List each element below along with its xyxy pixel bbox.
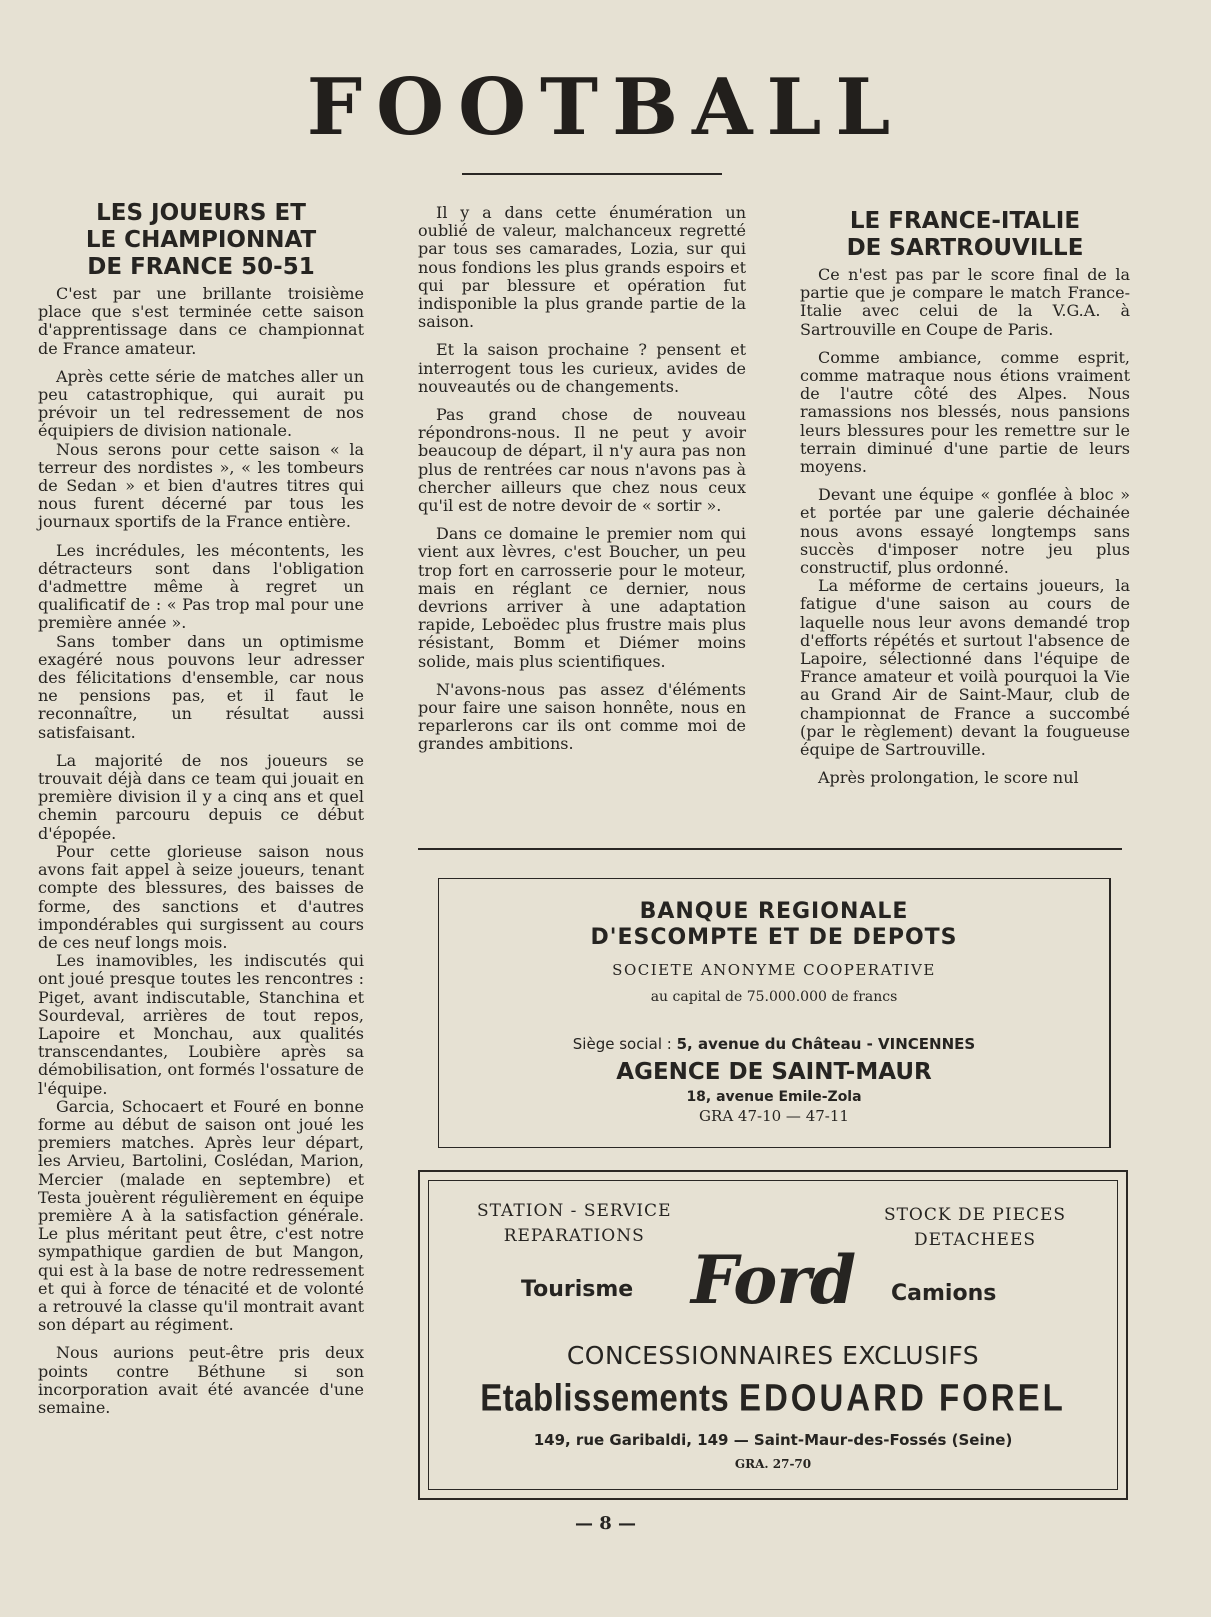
page-title: FOOTBALL [306,62,905,153]
heading-line: LE CHAMPIONNAT [85,227,317,253]
paragraph: Devant une équipe « gonflée à bloc » et portée par une galerie déchainée nous avons essayé longtemps sans succès d'imposer notre jeu plus constructif, plus ordonné. [800,485,1130,578]
page-number: — 8 — [574,1513,637,1534]
paragraph: Comme ambiance, comme esprit, comme matraque nous étions vraiment de l'autre côté des Alpes. Nous ramassions nos blessés, nous pansions leurs blessures pour les remettre sur le terrain diminué d'une partie de leurs moyens. [800,347,1130,477]
paragraph: C'est par une brillante troisième place que s'est terminée cette saison d'apprentissage dans ce championnat de France amateur. [38,284,364,358]
company-phone: GRA. 27-70 [734,1457,812,1471]
bank-legal-form: SOCIETE ANONYME COOPERATIVE [612,961,936,979]
stock-pieces-text [865,1203,1085,1253]
bank-advertisement [438,878,1111,1148]
heading-line: LE FRANCE-ITALIE [849,208,1081,234]
bank-capital: au capital de 75.000.000 de francs [650,989,898,1005]
heading-line: DE SARTROUVILLE [846,235,1084,261]
stock-line: STOCK DE PIECES [883,1205,1067,1225]
paragraph: Après cette série de matches aller un peu catastrophique, qui aurait pu prévoir un tel redressement de nos équipiers de division nationale. [38,366,364,441]
paragraph: Nous aurions peut-être pris deux points contre Béthune si son incorporation avait été avancée d'une semaine. [38,1343,364,1417]
paragraph: Nous serons pour cette saison « la terreur des nordistes », « les tombeurs de Sedan » et bien d'autres titres qui nous furent décerné par tous les journaux sportifs de la France entière. [38,439,364,532]
company-name-a: Etablissements [480,1376,730,1419]
paragraph: Après prolongation, le score nul [818,768,1079,788]
camions-label: Camions [891,1281,997,1306]
company-address: 149, rue Garibaldi, 149 — Saint-Maur-des-Fossés (Seine) [533,1431,1013,1449]
section-divider [418,848,1122,850]
station-service-text [477,1199,671,1249]
article-continuation [418,204,746,754]
heading-line: DE FRANCE 50-51 [87,254,315,280]
ford-ad-inner-frame [428,1180,1118,1490]
article-heading [38,200,364,281]
article-joueurs-championnat [38,198,364,1417]
company-name-b: EDOUARD FOREL [738,1376,1066,1419]
article-france-italie [800,206,1130,787]
paragraph: La majorité de nos joueurs se trouvait déjà dans ce team qui jouait en première division il y a cinq ans et quel chemin parcouru depuis ce début d'épopée. [38,750,364,843]
paragraph: Les inamovibles, les indiscutés qui ont joué presque toutes les rencontres : Piget, avant indiscutable, Stanchina et Sourdeval, arrières de tout repos, Lapoire et Monchau, aux qualités transcendantes, Loubière après sa démobilisation, ont formés l'ossature de l'équipe. [38,951,364,1098]
concession-label: CONCESSIONNAIRES EXCLUSIFS [566,1341,980,1370]
paragraph: La méforme de certains joueurs, la fatigue d'une saison au cours de laquelle nous leur avons demandé trop d'efforts répétés et surtout l'absence de Lapoire, sélectionné dans l'équipe de France amateur et voilà pourquoi la Vie au Grand Air de Saint-Maur, club de championnat de France a succombé (par le règlement) devant la fougueuse équipe de Sartrouville. [800,576,1130,760]
heading-line: LES JOUEURS ET [96,200,306,226]
ford-advertisement [418,1170,1128,1500]
bank-head-office [439,1035,1109,1053]
paragraph: Les incrédules, les mécontents, les détracteurs sont dans l'obligation d'admettre même à regret un qualificatif de : « Pas trop mal pour une première année ». [38,540,364,633]
stock-line: DETACHEES [913,1230,1037,1250]
paragraph: Dans ce domaine le premier nom qui vient aux lèvres, c'est Boucher, un peu trop fort en carrosserie pour le moteur, mais en réglant ce dernier, nous devrions arriver à une adaptation rapide, Leboëdec plus frustre mais plus résistant, Bomm et Diémer moins solide, mais plus scientifiques. [418,524,746,671]
bank-name-line2: D'ESCOMPTE ET DE DEPOTS [590,925,958,950]
paragraph: N'avons-nous pas assez d'éléments pour faire une saison honnête, nous en reparlerons car ils ont comme moi de grandes ambitions. [418,679,746,754]
paragraph: Et la saison prochaine ? pensent et interrogent tous les curieux, avides de nouveautés ou de changements. [418,340,746,396]
paragraph: Garcia, Schocaert et Fouré en bonne forme au début de saison ont joué les premiers matches. Après leur départ, les Arvieu, Bartolini, Coslédan, Marion, Mercier (malade en septembre) et Testa jouèrent régulièrement en équipe première A à la satisfaction générale. Le plus méritant peut être, c'est notre sympathique gardien de but Mangon, qui est à la base de notre redressement et qui à force de ténacité et de volonté a retrouvé la classe qu'il montrait avant son départ au régiment. [38,1096,364,1335]
tourisme-label: Tourisme [521,1277,634,1302]
bank-agency: AGENCE DE SAINT-MAUR [616,1059,932,1085]
bank-phone: GRA 47-10 — 47-11 [699,1107,849,1125]
paragraph: Pas grand chose de nouveau répondrons-nous. Il ne peut y avoir beaucoup de départ, il n'y aura pas non plus de rentrées car nous n'avons pas à chercher ailleurs que chez nous ceux qu'il est de notre devoir de « sortir ». [418,405,746,516]
company-name [429,1376,1117,1420]
head-office-label: Siège social : [572,1035,672,1053]
paragraph: Ce n'est pas par le score final de la partie que je compare le match France-Italie avec celui de la V.G.A. à Sartrouville en Coupe de Paris. [800,265,1130,339]
article-heading [800,208,1130,262]
paragraph: Il y a dans cette énumération un oublié de valeur, malchanceux regretté par tous ses camarades, Lozia, sur qui nous fondions les plus grands espoirs et qui par blessure et opération fut indisponible la plus grande partie de la saison. [418,203,746,332]
head-office-address: 5, avenue du Château - VINCENNES [676,1035,976,1053]
station-line: REPARATIONS [503,1226,645,1246]
paragraph: Pour cette glorieuse saison nous avons fait appel à seize joueurs, tenant compte des blessures, des baisses de forme, des sanctions et d'autres impondérables qui surgissent au cours de ces neuf longs mois. [38,841,364,952]
station-line: STATION - SERVICE [477,1201,672,1221]
bank-agency-address: 18, avenue Emile-Zola [686,1089,862,1105]
ford-logo: Ford [691,1241,856,1319]
paragraph: Sans tomber dans un optimisme exagéré nous pouvons leur adresser des félicitations d'ensemble, car nous ne pensions pas, et il faut le reconnaître, un résultat aussi satisfaisant. [38,631,364,742]
title-rule [462,173,722,175]
bank-name-line1: BANQUE REGIONALE [639,899,909,924]
